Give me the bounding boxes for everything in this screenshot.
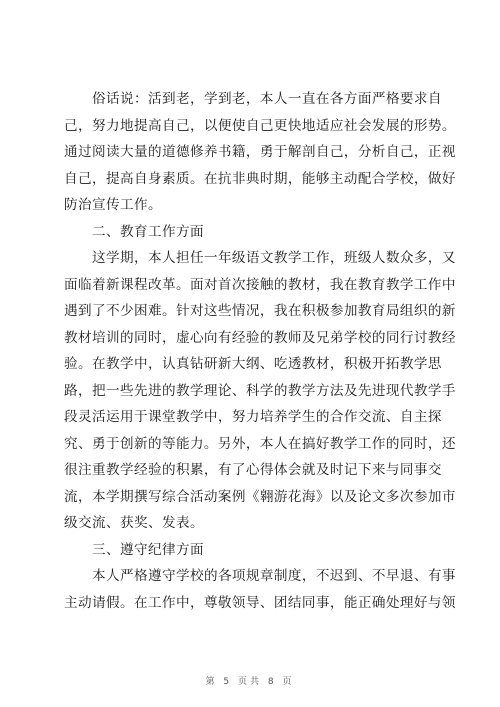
text-line: 路，把一些先进的教学理论、科学的教学方法及先进现代教学手 (64, 382, 456, 399)
text-line: 遇到了不少困难。针对这些情况，我在积极参加教育局组织的新 (64, 303, 456, 319)
text-line: 自己，提高自身素质。在抗非典时期，能够主动配合学校，做好 (64, 170, 456, 187)
text-line: 段灵活运用于课堂教学中，努力培养学生的合作交流、自主探 (64, 409, 442, 425)
text-line: 己，努力地提高自己，以便使自己更快地适应社会发展的形势。 (64, 117, 456, 134)
text-line: 教材培训的同时，虚心向有经验的教师及兄弟学校的同行讨教经 (64, 329, 456, 346)
text-line: 通过阅读大量的道德修养书籍，勇于解剖自己，分析自己，正视 (64, 144, 456, 160)
text-line: 级交流、获奖、发表。 (64, 515, 204, 531)
section-heading: 三、遵守纪律方面 (92, 541, 204, 558)
text-line: 流，本学期撰写综合活动案例《翱游花海》以及论文多次参加市 (64, 488, 456, 505)
text-line: 很注重教学经验的积累，有了心得体会就及时记下来与同事交 (64, 462, 442, 478)
text-line: 防治宣传工作。 (64, 197, 162, 213)
text-line: 这学期，本人担任一年级语文教学工作，班级人数众多，又 (92, 250, 456, 266)
page-footer: 第 5 页共 8 页 (205, 677, 295, 687)
text-line: 俗话说：活到老，学到老，本人一直在各方面严格要求自 (92, 91, 442, 107)
text-line: 究、勇于创新的等能力。另外，本人在搞好教学工作的同时，还 (64, 435, 456, 452)
document-body (64, 86, 456, 616)
text-line: 主动请假。在工作中，尊敬领导、团结同事，能正确处理好与领 (64, 594, 456, 611)
text-line: 验。在教学中，认真钻研新大纲、吃透教材，积极开拓教学思 (64, 356, 442, 372)
body-text (64, 86, 456, 616)
section-heading: 二、教育工作方面 (92, 223, 204, 240)
text-line: 面临着新课程改革。面对首次接触的教材，我在教育教学工作中 (64, 276, 456, 293)
text-line: 本人严格遵守学校的各项规章制度，不迟到、不早退、有事 (92, 568, 456, 584)
